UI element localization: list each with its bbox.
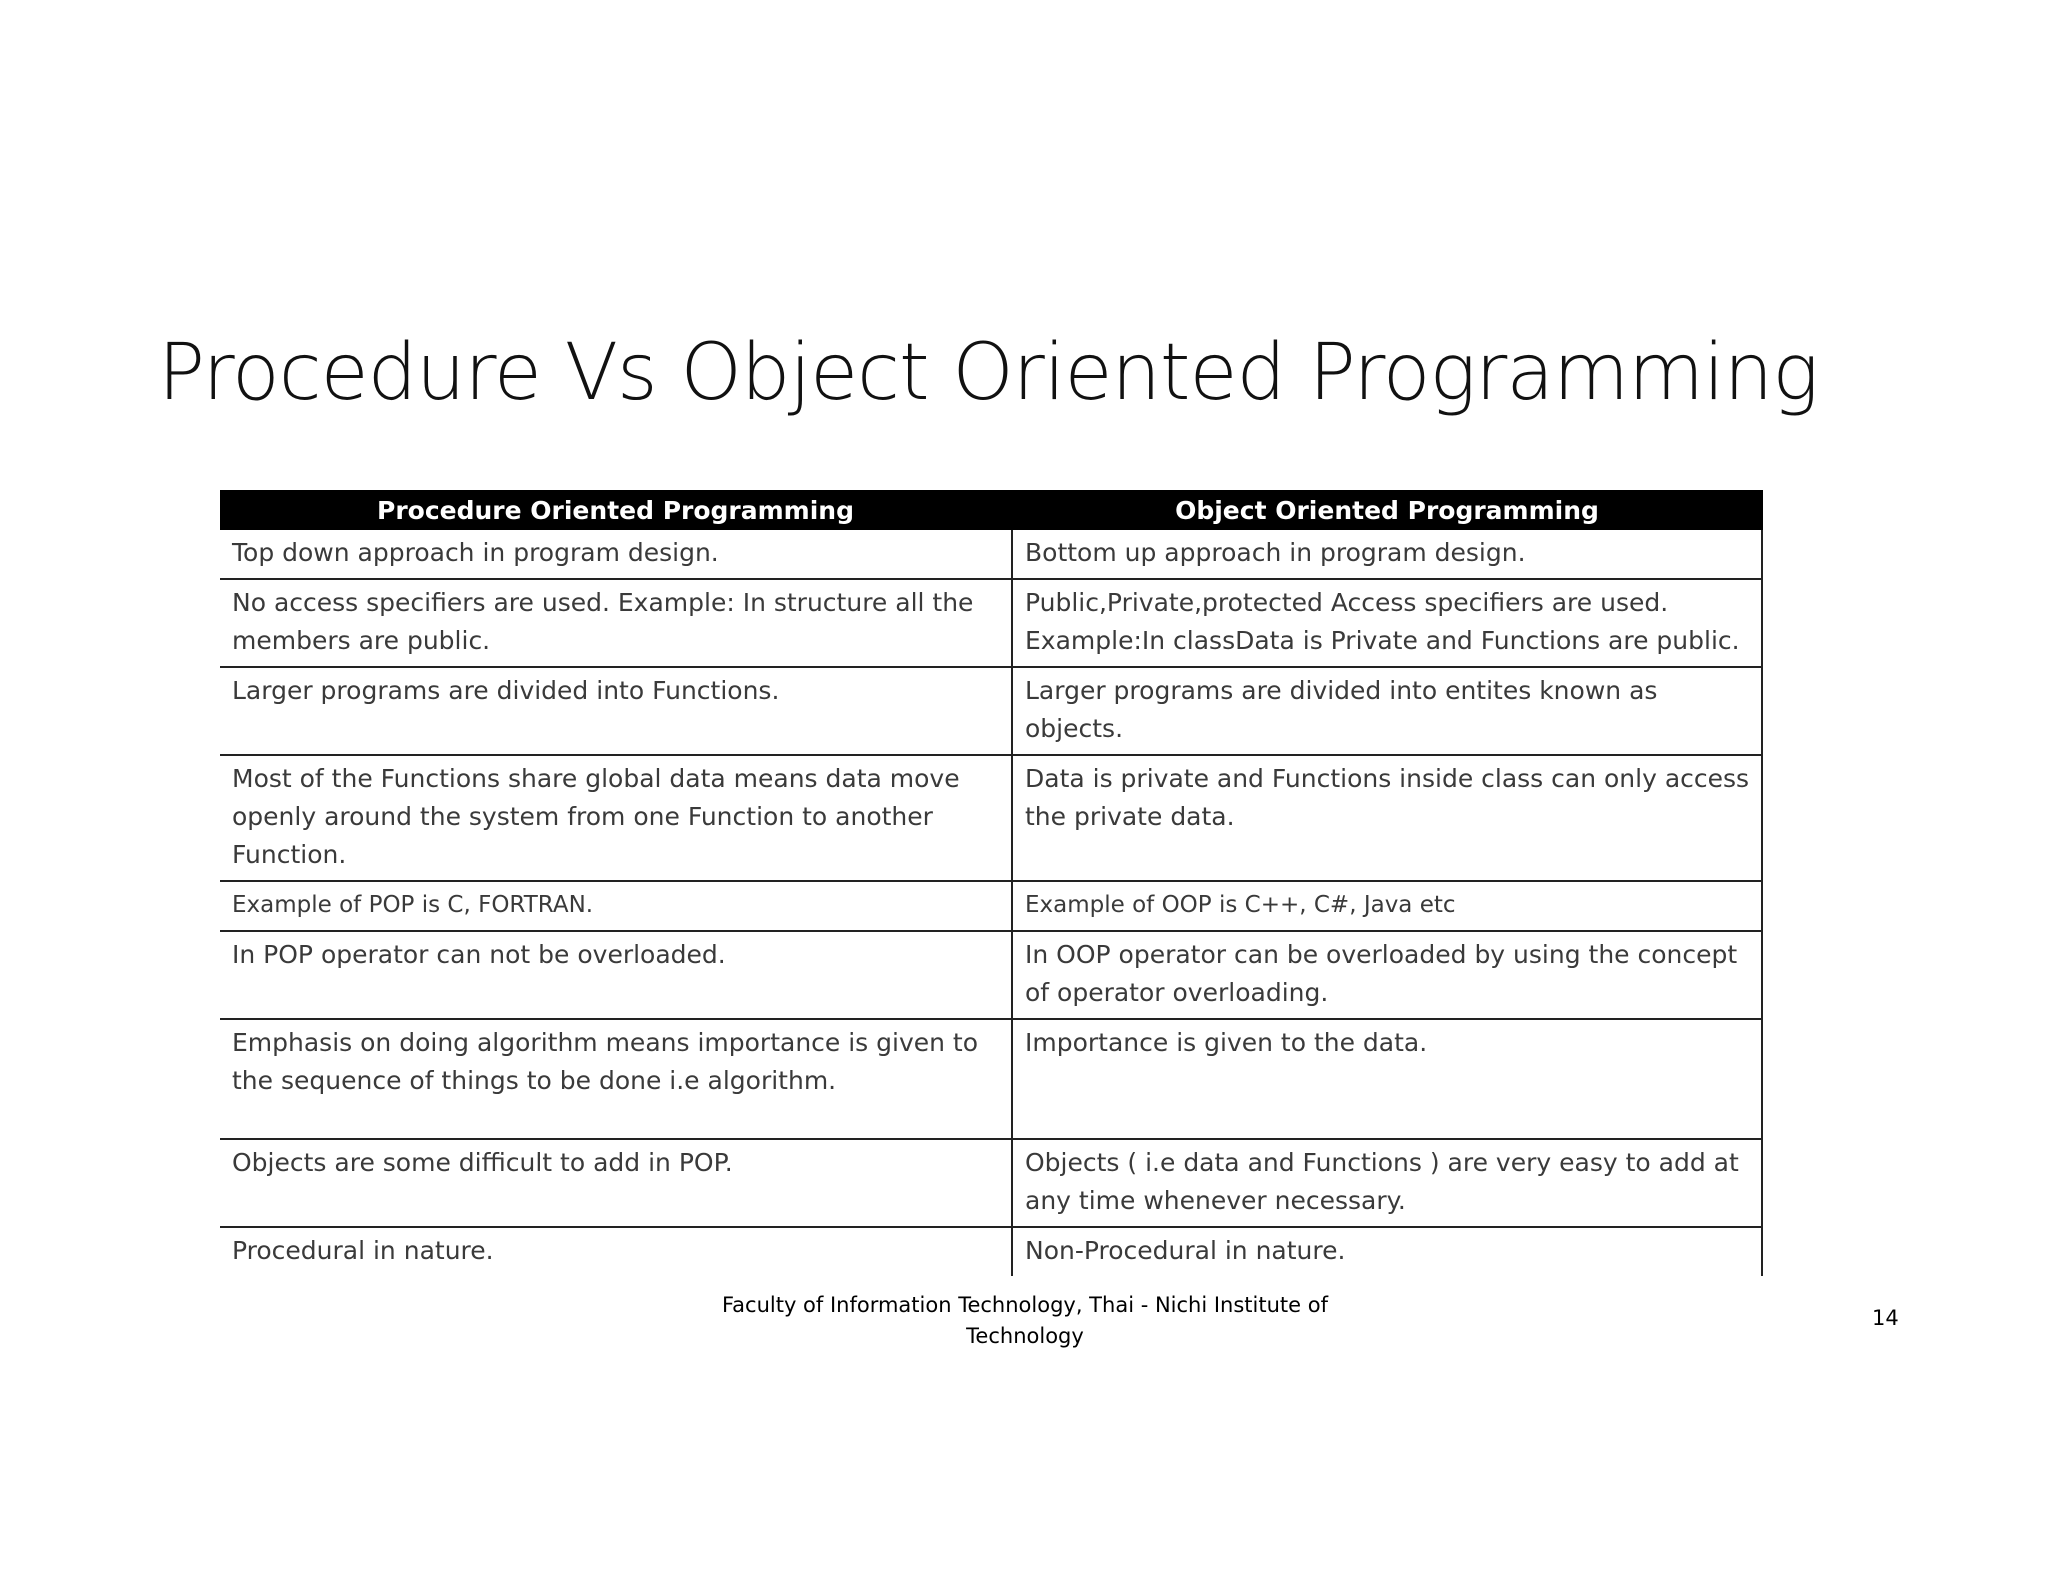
footer-line-2: Technology — [966, 1324, 1084, 1348]
pop-cell: Objects are some difficult to add in POP. — [220, 1139, 1012, 1227]
header-object-oriented: Object Oriented Programming — [1012, 490, 1762, 530]
table-row — [220, 1139, 1762, 1227]
table-row — [220, 1227, 1762, 1276]
oop-cell: Non-Procedural in nature. — [1012, 1227, 1762, 1276]
pop-cell: Larger programs are divided into Functions. — [220, 667, 1012, 755]
oop-cell: Data is private and Functions inside class can only access the private data. — [1012, 755, 1762, 881]
footer-line-1: Faculty of Information Technology, Thai - Nichi Institute of — [722, 1293, 1328, 1317]
table-row — [220, 1019, 1762, 1139]
pop-cell: Example of POP is C, FORTRAN. — [220, 881, 1012, 931]
comparison-table — [220, 490, 1763, 1276]
oop-cell: Bottom up approach in program design. — [1012, 530, 1762, 579]
table-header-row — [220, 490, 1762, 530]
pop-cell: Procedural in nature. — [220, 1227, 1012, 1276]
pop-cell: Top down approach in program design. — [220, 530, 1012, 579]
comparison-table-container — [220, 490, 1762, 1276]
pop-cell: In POP operator can not be overloaded. — [220, 931, 1012, 1019]
slide-title: Procedure Vs Object Oriented Programming — [158, 328, 1819, 418]
pop-cell: No access specifiers are used. Example: In structure all the members are public. — [220, 579, 1012, 667]
oop-cell: Example of OOP is C++, C#, Java etc — [1012, 881, 1762, 931]
oop-cell: In OOP operator can be overloaded by using the concept of operator overloading. — [1012, 931, 1762, 1019]
page-number: 14 — [1872, 1306, 1899, 1330]
table-row — [220, 881, 1762, 931]
table-header — [220, 490, 1762, 530]
oop-cell: Objects ( i.e data and Functions ) are very easy to add at any time whenever necessary. — [1012, 1139, 1762, 1227]
table-row — [220, 667, 1762, 755]
table-body — [220, 530, 1762, 1276]
slide-footer — [700, 1290, 1350, 1352]
table-row — [220, 755, 1762, 881]
table-row — [220, 579, 1762, 667]
oop-cell: Larger programs are divided into entites known as objects. — [1012, 667, 1762, 755]
table-row — [220, 530, 1762, 579]
header-procedure-oriented: Procedure Oriented Programming — [220, 490, 1012, 530]
pop-cell: Emphasis on doing algorithm means importance is given to the sequence of things to be done i.e algorithm. — [220, 1019, 1012, 1139]
table-row — [220, 931, 1762, 1019]
oop-cell: Importance is given to the data. — [1012, 1019, 1762, 1139]
pop-cell: Most of the Functions share global data means data move openly around the system from one Function to another Function. — [220, 755, 1012, 881]
oop-cell: Public,Private,protected Access specifiers are used. Example:In classData is Private and Functions are public. — [1012, 579, 1762, 667]
